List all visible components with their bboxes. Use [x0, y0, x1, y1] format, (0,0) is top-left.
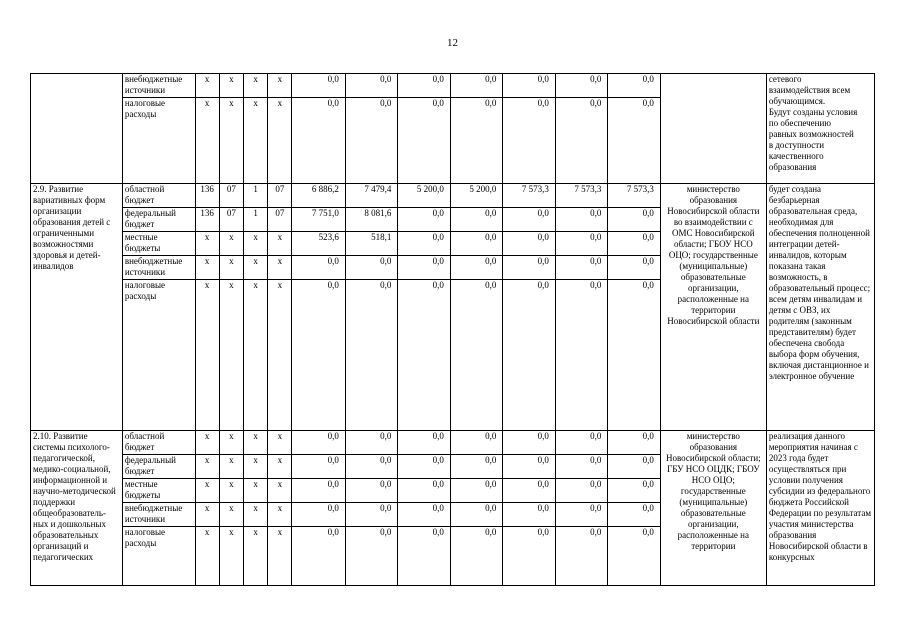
amount-cell: 0,0: [555, 98, 607, 184]
budget-code: 07: [268, 208, 292, 232]
budget-code: x: [268, 527, 292, 586]
budget-code: 1: [243, 208, 267, 232]
budget-code: x: [219, 74, 243, 98]
amount-cell: 0,0: [450, 98, 502, 184]
amount-cell: 0,0: [292, 479, 346, 503]
budget-code: x: [268, 74, 292, 98]
budget-code: x: [195, 74, 219, 98]
budget-code: x: [219, 280, 243, 431]
amount-cell: 7 479,4: [345, 184, 397, 208]
budget-code: x: [243, 232, 267, 256]
amount-cell: 0,0: [345, 479, 397, 503]
amount-cell: 0,0: [608, 98, 660, 184]
amount-cell: 0,0: [345, 527, 397, 586]
amount-cell: 0,0: [555, 527, 607, 586]
amount-cell: 0,0: [555, 256, 607, 280]
table-row: [31, 74, 875, 98]
table-row: [31, 431, 875, 455]
budget-code: x: [219, 431, 243, 455]
budget-code: x: [268, 455, 292, 479]
measure-title: 2.10. Развитие системы психолого-педагогической, медико-социальной, информационной и научно-методической поддержки общеобразователь-ных и дошкольных образовательных организаций и педагогических: [31, 431, 123, 586]
amount-cell: 0,0: [608, 527, 660, 586]
amount-cell: 0,0: [398, 455, 450, 479]
amount-cell: 0,0: [450, 503, 502, 527]
budget-code: x: [268, 98, 292, 184]
amount-cell: 0,0: [398, 232, 450, 256]
amount-cell: 5 200,0: [398, 184, 450, 208]
amount-cell: 0,0: [555, 280, 607, 431]
budget-code: x: [195, 479, 219, 503]
budget-code: x: [243, 479, 267, 503]
amount-cell: 0,0: [398, 503, 450, 527]
funding-source: местные бюджеты: [122, 232, 195, 256]
amount-cell: 0,0: [450, 232, 502, 256]
amount-cell: 0,0: [450, 431, 502, 455]
budget-code: x: [219, 527, 243, 586]
amount-cell: 0,0: [292, 527, 346, 586]
budget-code: x: [268, 503, 292, 527]
budget-code: x: [195, 527, 219, 586]
amount-cell: 0,0: [555, 74, 607, 98]
funding-source: налоговые расходы: [122, 98, 195, 184]
amount-cell: 0,0: [503, 208, 555, 232]
budget-code: 136: [195, 208, 219, 232]
budget-code: x: [243, 256, 267, 280]
amount-cell: 523,6: [292, 232, 346, 256]
amount-cell: 0,0: [292, 431, 346, 455]
amount-cell: 7 573,3: [503, 184, 555, 208]
funding-source: налоговые расходы: [122, 280, 195, 431]
amount-cell: 7 573,3: [608, 184, 660, 208]
amount-cell: 0,0: [608, 503, 660, 527]
budget-code: x: [243, 98, 267, 184]
budget-code: 07: [268, 184, 292, 208]
funding-source: внебюджетные источники: [122, 256, 195, 280]
amount-cell: 0,0: [398, 431, 450, 455]
budget-code: x: [219, 455, 243, 479]
amount-cell: 0,0: [292, 503, 346, 527]
budget-code: x: [243, 431, 267, 455]
amount-cell: 0,0: [398, 256, 450, 280]
amount-cell: 0,0: [292, 455, 346, 479]
amount-cell: 0,0: [555, 208, 607, 232]
amount-cell: 0,0: [345, 98, 397, 184]
amount-cell: 518,1: [345, 232, 397, 256]
amount-cell: 0,0: [503, 74, 555, 98]
budget-code: 136: [195, 184, 219, 208]
amount-cell: 0,0: [398, 479, 450, 503]
amount-cell: 0,0: [555, 455, 607, 479]
budget-table: [30, 73, 875, 586]
amount-cell: 0,0: [450, 280, 502, 431]
budget-code: x: [195, 98, 219, 184]
measure-title: [31, 74, 123, 184]
amount-cell: 0,0: [345, 256, 397, 280]
amount-cell: 0,0: [608, 232, 660, 256]
amount-cell: 0,0: [450, 256, 502, 280]
amount-cell: 0,0: [555, 503, 607, 527]
amount-cell: 0,0: [345, 455, 397, 479]
budget-code: 07: [219, 184, 243, 208]
budget-code: 1: [243, 184, 267, 208]
amount-cell: 0,0: [608, 280, 660, 431]
budget-code: x: [243, 280, 267, 431]
budget-code: x: [195, 431, 219, 455]
amount-cell: 0,0: [503, 256, 555, 280]
funding-source: налоговые расходы: [122, 527, 195, 586]
amount-cell: 0,0: [450, 74, 502, 98]
budget-code: x: [195, 280, 219, 431]
amount-cell: 0,0: [450, 455, 502, 479]
amount-cell: 0,0: [608, 74, 660, 98]
amount-cell: 6 886,2: [292, 184, 346, 208]
budget-code: x: [268, 232, 292, 256]
amount-cell: 0,0: [608, 208, 660, 232]
budget-code: x: [243, 455, 267, 479]
amount-cell: 0,0: [345, 503, 397, 527]
funding-source: федеральный бюджет: [122, 208, 195, 232]
measure-title: 2.9. Развитие вариативных форм организации образования детей с ограниченными возможностями здоровья и детей-инвалидов: [31, 184, 123, 431]
funding-source: внебюджетные источники: [122, 74, 195, 98]
budget-code: x: [243, 503, 267, 527]
budget-code: x: [268, 256, 292, 280]
amount-cell: 0,0: [292, 74, 346, 98]
amount-cell: 0,0: [503, 431, 555, 455]
page-number: 12: [447, 37, 458, 49]
amount-cell: 5 200,0: [450, 184, 502, 208]
budget-code: x: [219, 479, 243, 503]
amount-cell: 0,0: [345, 431, 397, 455]
expected-result: сетевого взаимодействия всем обучающимся. Будут созданы условия по обеспечению равных возможностей в доступности качественного образования: [766, 74, 874, 184]
amount-cell: 0,0: [608, 479, 660, 503]
amount-cell: 0,0: [503, 280, 555, 431]
funding-source: местные бюджеты: [122, 479, 195, 503]
budget-code: 07: [219, 208, 243, 232]
amount-cell: 0,0: [398, 98, 450, 184]
expected-result: будет создана безбарьерная образовательная среда, необходимая для обеспечения полноценной интеграции детей-инвалидов, которым показана такая возможность, в образовательный процесс; всем детям инвалидам и детям с ОВЗ, их родителям (законным представителям) будет обеспечена свобода выбора форм обучения, включая дистанционное и электронное обучение: [766, 184, 874, 431]
budget-code: x: [268, 280, 292, 431]
amount-cell: 0,0: [503, 503, 555, 527]
amount-cell: 0,0: [398, 280, 450, 431]
amount-cell: 0,0: [450, 208, 502, 232]
funding-source: федеральный бюджет: [122, 455, 195, 479]
table-row: [31, 184, 875, 208]
amount-cell: 0,0: [555, 232, 607, 256]
amount-cell: 0,0: [503, 479, 555, 503]
budget-code: x: [268, 479, 292, 503]
amount-cell: 0,0: [292, 256, 346, 280]
amount-cell: 0,0: [608, 455, 660, 479]
budget-code: x: [219, 232, 243, 256]
amount-cell: 0,0: [503, 98, 555, 184]
amount-cell: 0,0: [555, 479, 607, 503]
budget-code: x: [195, 232, 219, 256]
budget-code: x: [219, 98, 243, 184]
amount-cell: 0,0: [345, 280, 397, 431]
budget-code: x: [243, 527, 267, 586]
funding-source: внебюджетные источники: [122, 503, 195, 527]
budget-code: x: [243, 74, 267, 98]
budget-code: x: [219, 503, 243, 527]
amount-cell: 0,0: [503, 232, 555, 256]
responsible-executor: министерство образования Новосибирской области; ГБУ НСО ОЦДК; ГБОУ НСО ОЦО; государственные (муниципальные) образовательные организации, расположенные на территории: [660, 431, 766, 586]
amount-cell: 0,0: [398, 208, 450, 232]
amount-cell: 0,0: [503, 527, 555, 586]
funding-source: областной бюджет: [122, 184, 195, 208]
amount-cell: 0,0: [608, 431, 660, 455]
amount-cell: 0,0: [398, 74, 450, 98]
budget-code: x: [195, 503, 219, 527]
amount-cell: 0,0: [398, 527, 450, 586]
amount-cell: 0,0: [555, 431, 607, 455]
budget-code: x: [268, 431, 292, 455]
amount-cell: 0,0: [450, 527, 502, 586]
amount-cell: 0,0: [608, 256, 660, 280]
funding-source: областной бюджет: [122, 431, 195, 455]
amount-cell: 0,0: [450, 479, 502, 503]
amount-cell: 7 751,0: [292, 208, 346, 232]
responsible-executor: министерство образования Новосибирской области во взаимодействии с ОМС Новосибирской области; ГБОУ НСО ОЦО; государственные (муниципальные) образовательные организации, расположенные на территории Новосибирской области: [660, 184, 766, 431]
responsible-executor: [660, 74, 766, 184]
amount-cell: 0,0: [292, 280, 346, 431]
amount-cell: 0,0: [345, 74, 397, 98]
expected-result: реализация данного мероприятия начиная с 2023 года будет осуществляться при условии получения субсидии из федерального бюджета Российской Федерации по результатам участия министерства образования Новосибирской области в конкурсных: [766, 431, 874, 586]
budget-code: x: [195, 256, 219, 280]
budget-code: x: [219, 256, 243, 280]
amount-cell: 8 081,6: [345, 208, 397, 232]
budget-code: x: [195, 455, 219, 479]
amount-cell: 0,0: [292, 98, 346, 184]
amount-cell: 7 573,3: [555, 184, 607, 208]
amount-cell: 0,0: [503, 455, 555, 479]
